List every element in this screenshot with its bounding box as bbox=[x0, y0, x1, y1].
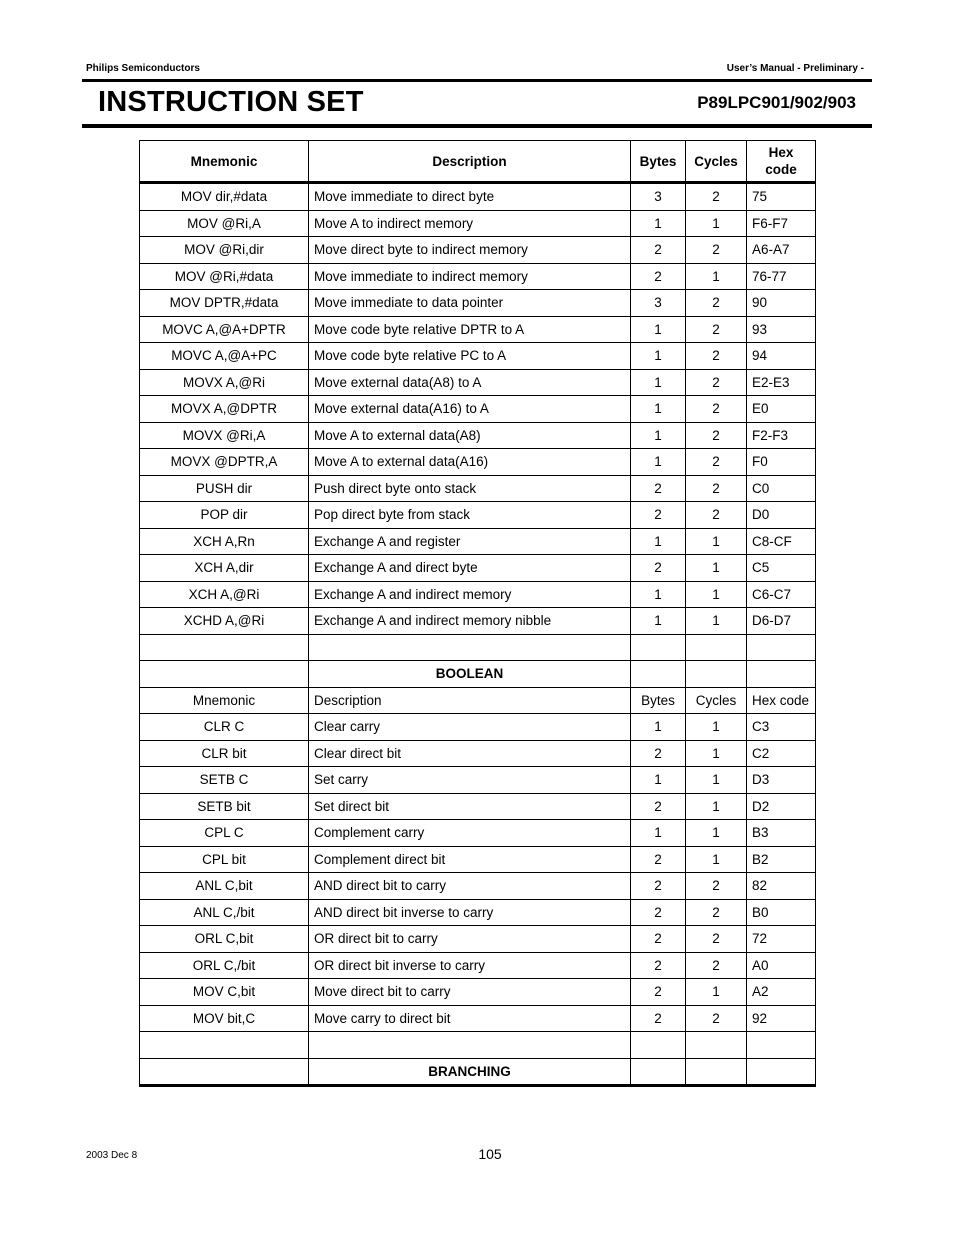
table-row bbox=[140, 714, 816, 741]
col-header-bytes: Bytes bbox=[631, 141, 686, 183]
cell-cycles: 1 bbox=[686, 210, 747, 237]
cell-hex: C0 bbox=[747, 475, 816, 502]
cell-description: Complement direct bit bbox=[309, 846, 631, 873]
cell-description: Move immediate to data pointer bbox=[309, 290, 631, 317]
cell-mnemonic: CPL bit bbox=[140, 846, 309, 873]
cell-mnemonic: CLR bit bbox=[140, 740, 309, 767]
empty-row bbox=[140, 634, 816, 661]
cell-mnemonic: ANL C,/bit bbox=[140, 899, 309, 926]
cell-description: Move direct byte to indirect memory bbox=[309, 237, 631, 264]
cell-cycles: 1 bbox=[686, 793, 747, 820]
cell-description: Move external data(A8) to A bbox=[309, 369, 631, 396]
cell-cycles: 2 bbox=[686, 899, 747, 926]
cell-bytes: 1 bbox=[631, 581, 686, 608]
cell-bytes: 2 bbox=[631, 1005, 686, 1032]
cell-hex: E0 bbox=[747, 396, 816, 423]
cell-description: OR direct bit to carry bbox=[309, 926, 631, 953]
cell-mnemonic: XCH A,Rn bbox=[140, 528, 309, 555]
cell-bytes: 3 bbox=[631, 183, 686, 211]
table-row bbox=[140, 528, 816, 555]
cell-mnemonic: PUSH dir bbox=[140, 475, 309, 502]
cell-mnemonic: Mnemonic bbox=[140, 687, 309, 714]
cell-hex: F2-F3 bbox=[747, 422, 816, 449]
cell-hex: A6-A7 bbox=[747, 237, 816, 264]
footer-date: 2003 Dec 8 bbox=[86, 1150, 138, 1161]
table-row bbox=[140, 952, 816, 979]
cell-description: OR direct bit inverse to carry bbox=[309, 952, 631, 979]
cell-hex: B3 bbox=[747, 820, 816, 847]
cell-mnemonic: XCHD A,@Ri bbox=[140, 608, 309, 635]
cell-bytes: 1 bbox=[631, 767, 686, 794]
cell-cycles: 2 bbox=[686, 873, 747, 900]
cell-hex: F6-F7 bbox=[747, 210, 816, 237]
table-header-row bbox=[140, 141, 816, 183]
cell-bytes: 2 bbox=[631, 555, 686, 582]
cell-mnemonic: CLR C bbox=[140, 714, 309, 741]
cell-hex: 90 bbox=[747, 290, 816, 317]
section-cell bbox=[631, 661, 686, 688]
cell-mnemonic: MOV DPTR,#data bbox=[140, 290, 309, 317]
cell-description: Pop direct byte from stack bbox=[309, 502, 631, 529]
section-cell bbox=[686, 1058, 747, 1086]
cell-cycles: 1 bbox=[686, 528, 747, 555]
cell-description: Move code byte relative DPTR to A bbox=[309, 316, 631, 343]
table-row bbox=[140, 475, 816, 502]
cell-bytes: 1 bbox=[631, 316, 686, 343]
cell-hex: 94 bbox=[747, 343, 816, 370]
table-row bbox=[140, 263, 816, 290]
cell-cycles: 1 bbox=[686, 846, 747, 873]
cell-bytes: 1 bbox=[631, 449, 686, 476]
cell-hex: 82 bbox=[747, 873, 816, 900]
table-row bbox=[140, 290, 816, 317]
cell-description: Set direct bit bbox=[309, 793, 631, 820]
table-row bbox=[140, 316, 816, 343]
cell-cycles: 2 bbox=[686, 183, 747, 211]
table-row bbox=[140, 740, 816, 767]
col-header-cycles: Cycles bbox=[686, 141, 747, 183]
section-boolean bbox=[140, 661, 816, 688]
cell-bytes: 2 bbox=[631, 926, 686, 953]
table-row bbox=[140, 369, 816, 396]
cell-hex: A2 bbox=[747, 979, 816, 1006]
cell-mnemonic: SETB C bbox=[140, 767, 309, 794]
table-row bbox=[140, 767, 816, 794]
cell-bytes: 2 bbox=[631, 979, 686, 1006]
table-row bbox=[140, 1005, 816, 1032]
cell-description: AND direct bit inverse to carry bbox=[309, 899, 631, 926]
table-row bbox=[140, 396, 816, 423]
cell-cycles: 2 bbox=[686, 316, 747, 343]
cell-description: AND direct bit to carry bbox=[309, 873, 631, 900]
cell-bytes: 1 bbox=[631, 820, 686, 847]
cell-mnemonic: MOVX A,@DPTR bbox=[140, 396, 309, 423]
cell-cycles bbox=[686, 634, 747, 661]
table-row bbox=[140, 873, 816, 900]
table-row bbox=[140, 608, 816, 635]
cell-hex: 72 bbox=[747, 926, 816, 953]
cell-hex: 93 bbox=[747, 316, 816, 343]
cell-mnemonic: MOVC A,@A+PC bbox=[140, 343, 309, 370]
cell-description: Push direct byte onto stack bbox=[309, 475, 631, 502]
page-title: INSTRUCTION SET bbox=[98, 86, 364, 118]
cell-cycles: 1 bbox=[686, 767, 747, 794]
cell-bytes: 1 bbox=[631, 210, 686, 237]
section-title: BOOLEAN bbox=[309, 661, 631, 688]
cell-description: Description bbox=[309, 687, 631, 714]
table-row bbox=[140, 581, 816, 608]
cell-hex: F0 bbox=[747, 449, 816, 476]
section-cell bbox=[140, 1058, 309, 1086]
cell-mnemonic: MOVX @DPTR,A bbox=[140, 449, 309, 476]
page-number: 105 bbox=[478, 1146, 502, 1162]
cell-mnemonic: MOV dir,#data bbox=[140, 183, 309, 211]
table-row bbox=[140, 820, 816, 847]
cell-description: Move immediate to direct byte bbox=[309, 183, 631, 211]
cell-bytes: 2 bbox=[631, 952, 686, 979]
cell-bytes bbox=[631, 634, 686, 661]
instruction-table bbox=[139, 140, 816, 1087]
cell-cycles: 1 bbox=[686, 979, 747, 1006]
cell-bytes: 1 bbox=[631, 714, 686, 741]
cell-bytes: 2 bbox=[631, 263, 686, 290]
cell-hex: D0 bbox=[747, 502, 816, 529]
cell-description: Move direct bit to carry bbox=[309, 979, 631, 1006]
cell-mnemonic: ANL C,bit bbox=[140, 873, 309, 900]
cell-mnemonic: POP dir bbox=[140, 502, 309, 529]
cell-description bbox=[309, 634, 631, 661]
cell-bytes: 1 bbox=[631, 422, 686, 449]
cell-hex: 75 bbox=[747, 183, 816, 211]
table-row bbox=[140, 793, 816, 820]
section-cell bbox=[631, 1058, 686, 1086]
cell-description: Clear carry bbox=[309, 714, 631, 741]
cell-hex: Hex code bbox=[747, 687, 816, 714]
table-row bbox=[140, 926, 816, 953]
part-number: P89LPC901/902/903 bbox=[697, 93, 856, 112]
cell-cycles: 2 bbox=[686, 475, 747, 502]
cell-hex: D2 bbox=[747, 793, 816, 820]
cell-bytes: 2 bbox=[631, 502, 686, 529]
cell-hex: C3 bbox=[747, 714, 816, 741]
cell-cycles: 2 bbox=[686, 502, 747, 529]
cell-bytes: 2 bbox=[631, 237, 686, 264]
cell-mnemonic: SETB bit bbox=[140, 793, 309, 820]
cell-hex: B0 bbox=[747, 899, 816, 926]
section-cell bbox=[747, 661, 816, 688]
table-row bbox=[140, 237, 816, 264]
cell-cycles: 1 bbox=[686, 740, 747, 767]
cell-mnemonic: MOV @Ri,dir bbox=[140, 237, 309, 264]
cell-cycles: Cycles bbox=[686, 687, 747, 714]
col-header-mnemonic: Mnemonic bbox=[140, 141, 309, 183]
cell-description: Move A to external data(A16) bbox=[309, 449, 631, 476]
company-name: Philips Semiconductors bbox=[86, 63, 200, 74]
cell-cycles: 1 bbox=[686, 608, 747, 635]
cell-description: Set carry bbox=[309, 767, 631, 794]
cell-bytes: 1 bbox=[631, 528, 686, 555]
cell-hex: C5 bbox=[747, 555, 816, 582]
cell-mnemonic: MOV @Ri,#data bbox=[140, 263, 309, 290]
cell-cycles: 1 bbox=[686, 263, 747, 290]
cell-hex: D6-D7 bbox=[747, 608, 816, 635]
cell-description: Exchange A and indirect memory bbox=[309, 581, 631, 608]
cell-hex: 92 bbox=[747, 1005, 816, 1032]
cell-description: Move external data(A16) to A bbox=[309, 396, 631, 423]
cell-cycles: 2 bbox=[686, 369, 747, 396]
title-rule bbox=[82, 124, 872, 128]
cell-hex: E2-E3 bbox=[747, 369, 816, 396]
cell-bytes: Bytes bbox=[631, 687, 686, 714]
cell-mnemonic: MOV C,bit bbox=[140, 979, 309, 1006]
cell-bytes bbox=[631, 1032, 686, 1059]
cell-bytes: 1 bbox=[631, 396, 686, 423]
cell-mnemonic: ORL C,/bit bbox=[140, 952, 309, 979]
cell-mnemonic: MOVX @Ri,A bbox=[140, 422, 309, 449]
cell-cycles: 1 bbox=[686, 555, 747, 582]
section-cell bbox=[686, 661, 747, 688]
table-row bbox=[140, 183, 816, 211]
cell-bytes: 2 bbox=[631, 793, 686, 820]
cell-cycles: 1 bbox=[686, 820, 747, 847]
cell-description: Exchange A and direct byte bbox=[309, 555, 631, 582]
cell-description bbox=[309, 1032, 631, 1059]
cell-mnemonic: CPL C bbox=[140, 820, 309, 847]
table-row bbox=[140, 210, 816, 237]
cell-mnemonic: XCH A,dir bbox=[140, 555, 309, 582]
cell-cycles: 2 bbox=[686, 237, 747, 264]
section-branching bbox=[140, 1058, 816, 1086]
cell-bytes: 2 bbox=[631, 873, 686, 900]
header-rule bbox=[82, 79, 872, 82]
cell-bytes: 1 bbox=[631, 343, 686, 370]
cell-cycles: 1 bbox=[686, 581, 747, 608]
cell-mnemonic: MOV @Ri,A bbox=[140, 210, 309, 237]
cell-mnemonic: MOVX A,@Ri bbox=[140, 369, 309, 396]
cell-description: Move A to indirect memory bbox=[309, 210, 631, 237]
cell-cycles: 2 bbox=[686, 926, 747, 953]
cell-mnemonic bbox=[140, 1032, 309, 1059]
section-title: BRANCHING bbox=[309, 1058, 631, 1086]
cell-bytes: 2 bbox=[631, 899, 686, 926]
table-row bbox=[140, 899, 816, 926]
cell-cycles bbox=[686, 1032, 747, 1059]
col-header-description: Description bbox=[309, 141, 631, 183]
cell-cycles: 1 bbox=[686, 714, 747, 741]
cell-bytes: 3 bbox=[631, 290, 686, 317]
empty-row bbox=[140, 1032, 816, 1059]
col-header-hex: Hex code bbox=[747, 141, 816, 183]
cell-bytes: 1 bbox=[631, 608, 686, 635]
cell-hex: B2 bbox=[747, 846, 816, 873]
section-cell bbox=[140, 661, 309, 688]
cell-hex: 76-77 bbox=[747, 263, 816, 290]
table-row bbox=[140, 422, 816, 449]
cell-description: Clear direct bit bbox=[309, 740, 631, 767]
cell-description: Complement carry bbox=[309, 820, 631, 847]
cell-mnemonic: XCH A,@Ri bbox=[140, 581, 309, 608]
cell-description: Move A to external data(A8) bbox=[309, 422, 631, 449]
cell-bytes: 1 bbox=[631, 369, 686, 396]
cell-hex: A0 bbox=[747, 952, 816, 979]
cell-mnemonic bbox=[140, 634, 309, 661]
cell-cycles: 2 bbox=[686, 1005, 747, 1032]
subheader-row bbox=[140, 687, 816, 714]
table-row bbox=[140, 502, 816, 529]
cell-hex: C2 bbox=[747, 740, 816, 767]
cell-bytes: 2 bbox=[631, 740, 686, 767]
cell-cycles: 2 bbox=[686, 343, 747, 370]
cell-cycles: 2 bbox=[686, 449, 747, 476]
cell-cycles: 2 bbox=[686, 396, 747, 423]
cell-bytes: 2 bbox=[631, 475, 686, 502]
cell-description: Move code byte relative PC to A bbox=[309, 343, 631, 370]
table-row bbox=[140, 846, 816, 873]
cell-hex: C8-CF bbox=[747, 528, 816, 555]
cell-hex: C6-C7 bbox=[747, 581, 816, 608]
cell-description: Move immediate to indirect memory bbox=[309, 263, 631, 290]
cell-cycles: 2 bbox=[686, 952, 747, 979]
cell-bytes: 2 bbox=[631, 846, 686, 873]
cell-description: Exchange A and register bbox=[309, 528, 631, 555]
cell-description: Exchange A and indirect memory nibble bbox=[309, 608, 631, 635]
cell-mnemonic: MOVC A,@A+DPTR bbox=[140, 316, 309, 343]
table-row bbox=[140, 449, 816, 476]
table-row bbox=[140, 555, 816, 582]
table-row bbox=[140, 343, 816, 370]
cell-cycles: 2 bbox=[686, 290, 747, 317]
cell-description: Move carry to direct bit bbox=[309, 1005, 631, 1032]
cell-hex bbox=[747, 634, 816, 661]
cell-mnemonic: ORL C,bit bbox=[140, 926, 309, 953]
cell-cycles: 2 bbox=[686, 422, 747, 449]
table-row bbox=[140, 979, 816, 1006]
cell-hex: D3 bbox=[747, 767, 816, 794]
section-cell bbox=[747, 1058, 816, 1086]
cell-mnemonic: MOV bit,C bbox=[140, 1005, 309, 1032]
document-label: User’s Manual - Preliminary - bbox=[726, 63, 864, 74]
cell-hex bbox=[747, 1032, 816, 1059]
table-body bbox=[140, 183, 816, 1086]
